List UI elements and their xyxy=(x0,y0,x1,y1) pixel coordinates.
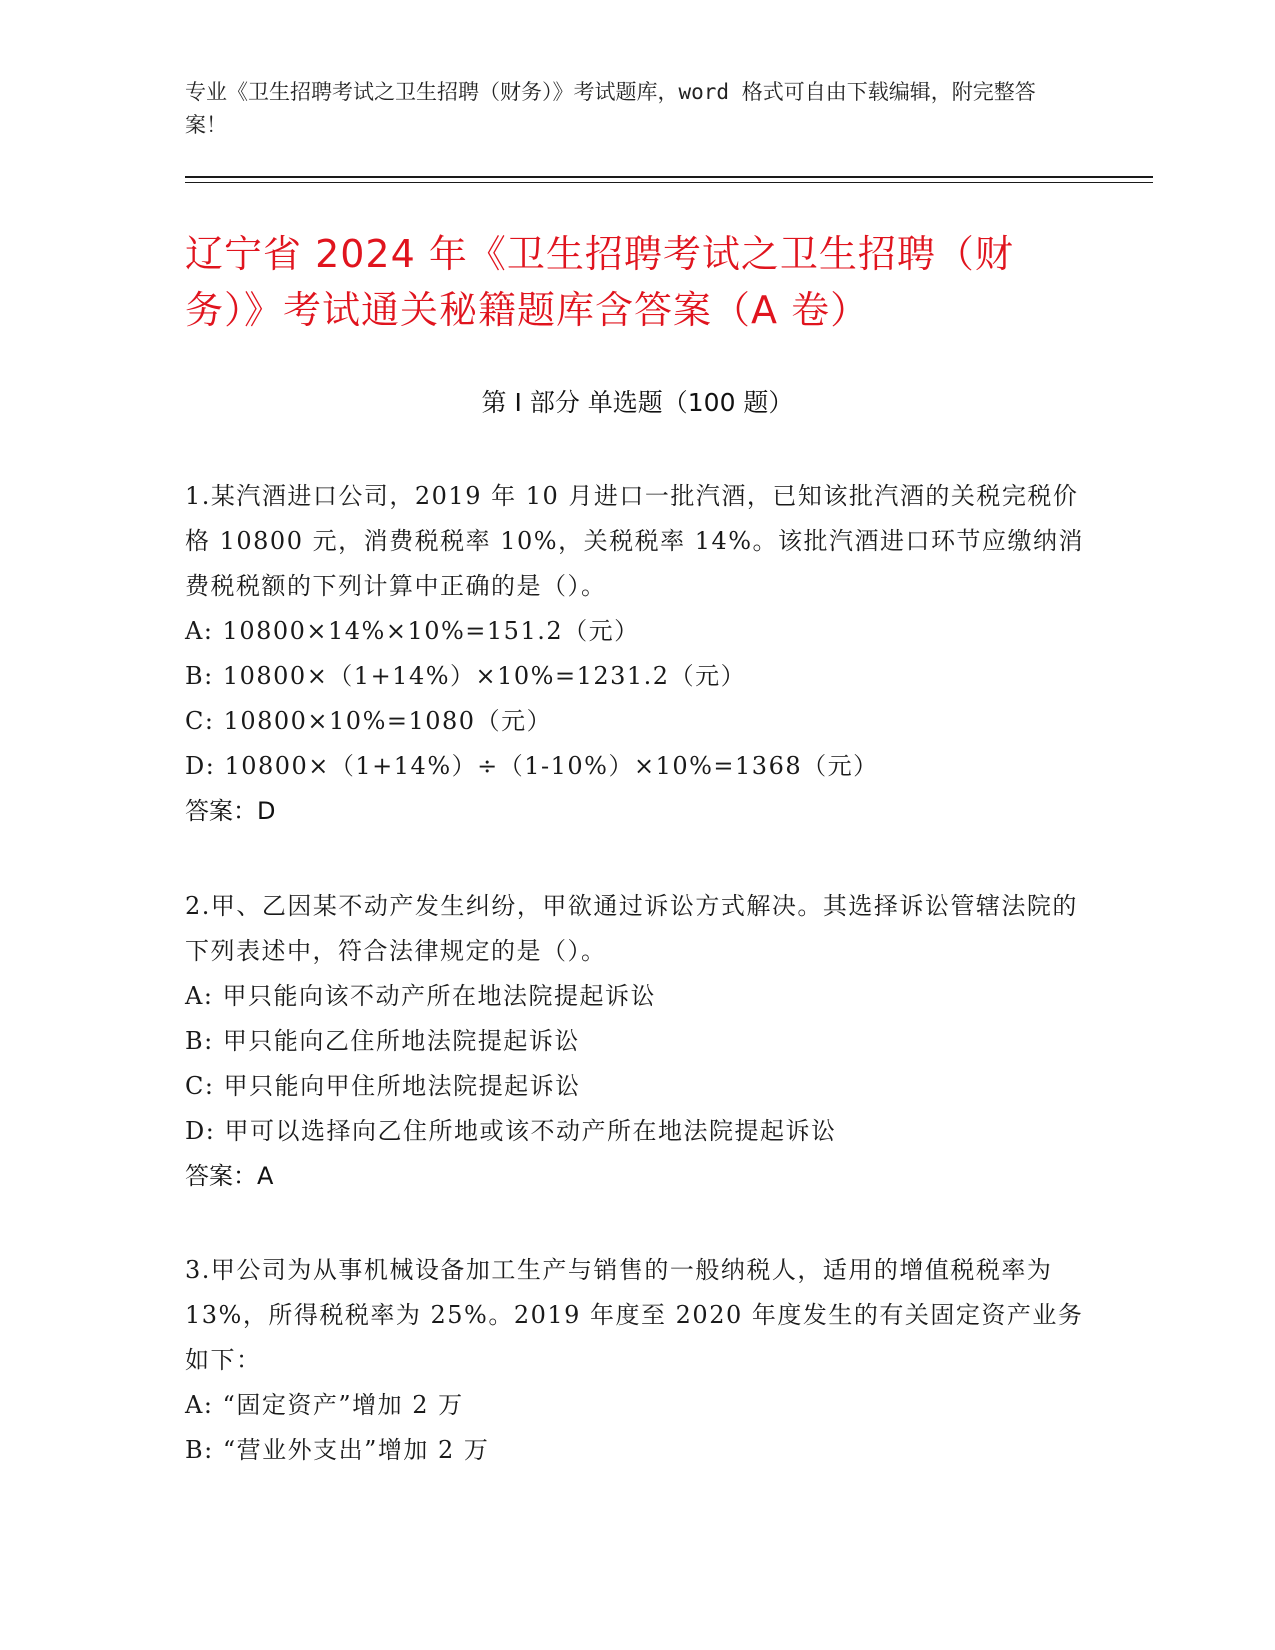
option-b: B: 甲只能向乙住所地法院提起诉讼 xyxy=(185,1027,580,1055)
option-d: D: 10800×（1+14%）÷（1-10%）×10%=1368（元） xyxy=(185,752,879,780)
question-stem: 3.甲公司为从事机械设备加工生产与销售的一般纳税人，适用的增值税税率为 13%，所得税税率为 25%。2019 年度至 2020 年度发生的有关固定资产业务如下： xyxy=(185,1256,1084,1374)
document-title: 辽宁省 2024 年《卫生招聘考试之卫生招聘（财务）》考试通关秘籍题库含答案（A 卷） xyxy=(185,232,1014,332)
header-divider-thick xyxy=(185,176,1153,178)
header-note: 专业《卫生招聘考试之卫生招聘（财务）》考试题库，word 格式可自由下载编辑，附完整答案！ xyxy=(185,80,1036,137)
section-heading: 第 I 部分 单选题（100 题） xyxy=(481,388,794,417)
option-b: B: 10800×（1+14%）×10%=1231.2（元） xyxy=(185,662,747,690)
question-3 xyxy=(185,1248,1090,1473)
question-stem: 1.某汽酒进口公司，2019 年 10 月进口一批汽酒，已知该批汽酒的关税完税价格 10800 元，消费税税率 10%，关税税率 14%。该批汽酒进口环节应缴纳消费税税额的下列计算中正确的是（）。 xyxy=(185,482,1085,600)
header-divider-thin xyxy=(185,182,1153,183)
answer: 答案：A xyxy=(185,1162,274,1190)
option-c: C: 10800×10%=1080（元） xyxy=(185,707,553,735)
option-c: C: 甲只能向甲住所地法院提起诉讼 xyxy=(185,1072,581,1100)
question-2 xyxy=(185,884,1090,1199)
option-d: D: 甲可以选择向乙住所地或该不动产所在地法院提起诉讼 xyxy=(185,1117,837,1145)
question-1 xyxy=(185,474,1090,834)
answer: 答案：D xyxy=(185,797,276,825)
option-a: A: 甲只能向该不动产所在地法院提起诉讼 xyxy=(185,982,657,1010)
option-a: A: “固定资产”增加 2 万 xyxy=(185,1391,464,1419)
option-b: B: “营业外支出”增加 2 万 xyxy=(185,1436,490,1464)
question-stem: 2.甲、乙因某不动产发生纠纷，甲欲通过诉讼方式解决。其选择诉讼管辖法院的下列表述中，符合法律规定的是（）。 xyxy=(185,892,1078,965)
option-a: A: 10800×14%×10%=151.2（元） xyxy=(185,617,640,645)
